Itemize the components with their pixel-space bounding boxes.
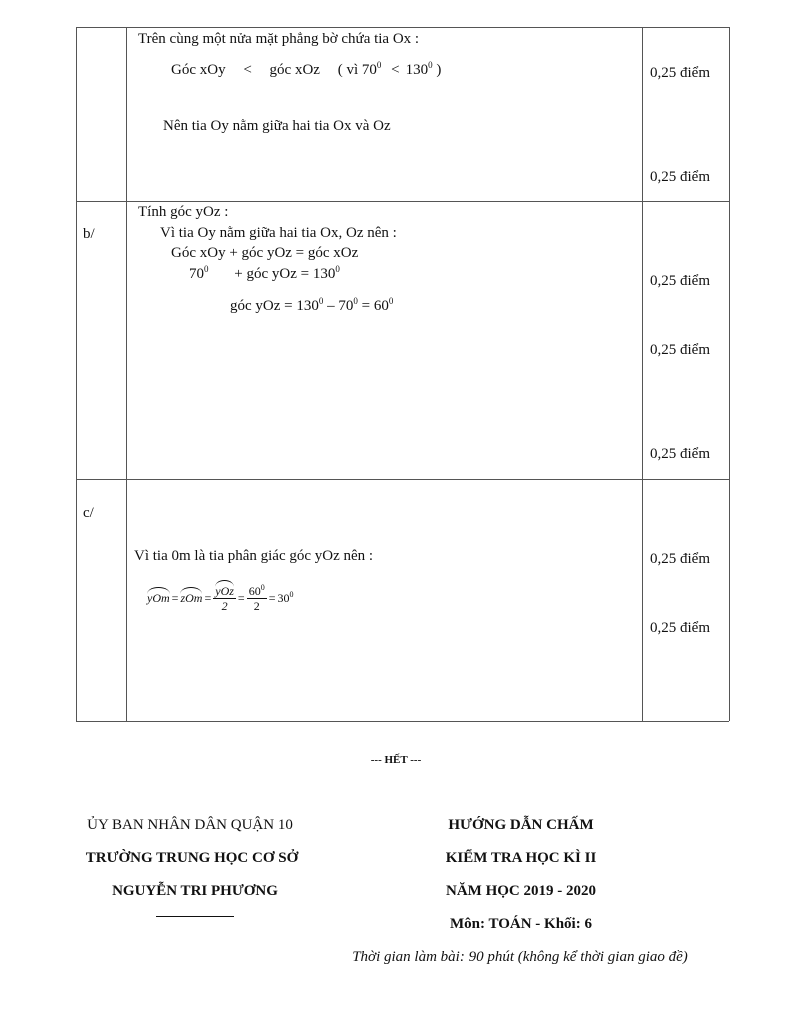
sum-expression: + góc yOz = 130 bbox=[234, 266, 336, 282]
district-committee: ỦY BAN NHÂN DÂN QUẬN 10 bbox=[87, 817, 293, 833]
row-a-line2 bbox=[171, 62, 441, 79]
value-130: 130 bbox=[405, 62, 429, 78]
row-c-line1: Vì tia 0m là tia phân giác góc yOz nên : bbox=[134, 548, 374, 564]
row-b-line1: Tính góc yOz : bbox=[138, 204, 229, 220]
school-name-underline bbox=[156, 916, 234, 917]
row-b-line3: Góc xOy + góc yOz = góc xOz bbox=[171, 245, 359, 261]
row-c-label: c/ bbox=[83, 505, 94, 521]
row-b-line5 bbox=[230, 298, 393, 315]
equals-3: = bbox=[237, 591, 245, 605]
row-a-score-1: 0,25 điểm bbox=[650, 65, 710, 81]
bisector-formula bbox=[147, 584, 293, 613]
table-border-right bbox=[729, 27, 730, 721]
table-border-bottom bbox=[76, 721, 729, 722]
angle-yoz: yOz bbox=[215, 584, 234, 598]
school-year: NĂM HỌC 2019 - 2020 bbox=[446, 883, 596, 899]
row-a-score-2: 0,25 điểm bbox=[650, 169, 710, 185]
row-b-score-2: 0,25 điểm bbox=[650, 342, 710, 358]
school-name: NGUYỄN TRI PHƯƠNG bbox=[112, 883, 278, 899]
row-b-score-3: 0,25 điểm bbox=[650, 446, 710, 462]
exp-130-b: 0 bbox=[335, 264, 340, 274]
row-b-score-1: 0,25 điểm bbox=[650, 273, 710, 289]
table-col-divider-1 bbox=[126, 27, 127, 721]
reason-close: ) bbox=[436, 62, 442, 78]
angle-xoz-text: góc xOz bbox=[269, 62, 320, 78]
row-a-line1: Trên cùng một nửa mặt phẳng bờ chứa tia Ox : bbox=[138, 31, 420, 47]
exp-130: 0 bbox=[428, 60, 433, 70]
doc-title: HƯỚNG DẪN CHẤM bbox=[448, 817, 594, 833]
angle-yom: yOm bbox=[147, 591, 170, 605]
exp-70: 0 bbox=[376, 60, 382, 70]
school-type: TRƯỜNG TRUNG HỌC CƠ SỞ bbox=[85, 850, 299, 866]
exp-60-c: 0 bbox=[260, 583, 265, 592]
table-row-divider-ab bbox=[76, 201, 729, 202]
row-c-score-1: 0,25 điểm bbox=[650, 551, 710, 567]
row-c-score-2: 0,25 điểm bbox=[650, 620, 710, 636]
exp-130-c: 0 bbox=[318, 296, 324, 306]
time-note: Thời gian làm bài: 90 phút (không kể thời gian giao đề) bbox=[352, 949, 688, 965]
row-a-line3: Nên tia Oy nằm giữa hai tia Ox và Oz bbox=[163, 118, 391, 134]
less-than-symbol: < bbox=[243, 62, 252, 78]
less-than-symbol-2: < bbox=[391, 62, 400, 78]
result-value: 30 bbox=[277, 591, 290, 605]
end-mark: --- HẾT --- bbox=[370, 754, 422, 766]
exam-name: KIỂM TRA HỌC KÌ II bbox=[445, 850, 597, 866]
table-border-left bbox=[76, 27, 77, 721]
fraction-2-numerator: 60 bbox=[248, 584, 261, 598]
reason-open: ( vì 70 bbox=[337, 62, 377, 78]
result-part-a: góc yOz = 130 bbox=[230, 298, 319, 314]
result-part-b: – 70 bbox=[323, 298, 354, 314]
row-b-line2: Vì tia Oy nằm giữa hai tia Ox, Oz nên : bbox=[160, 225, 397, 241]
subject-grade: Môn: TOÁN - Khối: 6 bbox=[450, 916, 592, 932]
equals-4: = bbox=[268, 591, 276, 605]
table-border-top bbox=[76, 27, 729, 28]
angle-xoy-text: Góc xOy bbox=[171, 62, 226, 78]
exp-70-c: 0 bbox=[353, 296, 358, 306]
row-b-line4 bbox=[189, 266, 340, 283]
exp-70-b: 0 bbox=[204, 264, 209, 274]
equals-1: = bbox=[171, 591, 179, 605]
formula-result bbox=[277, 591, 293, 606]
exp-30: 0 bbox=[289, 590, 294, 599]
value-70: 70 bbox=[189, 266, 204, 282]
table-col-divider-2 bbox=[642, 27, 643, 721]
fraction-yoz-over-2 bbox=[213, 584, 236, 613]
fraction-2-denominator: 2 bbox=[253, 599, 260, 613]
equals-2: = bbox=[204, 591, 212, 605]
exp-60: 0 bbox=[388, 296, 394, 306]
result-part-c: = 60 bbox=[357, 298, 389, 314]
table-row-divider-bc bbox=[76, 479, 729, 480]
fraction-60-over-2 bbox=[247, 584, 267, 613]
fraction-1-denominator: 2 bbox=[221, 599, 228, 613]
row-b-label: b/ bbox=[83, 226, 95, 242]
angle-zom: zOm bbox=[180, 591, 203, 605]
